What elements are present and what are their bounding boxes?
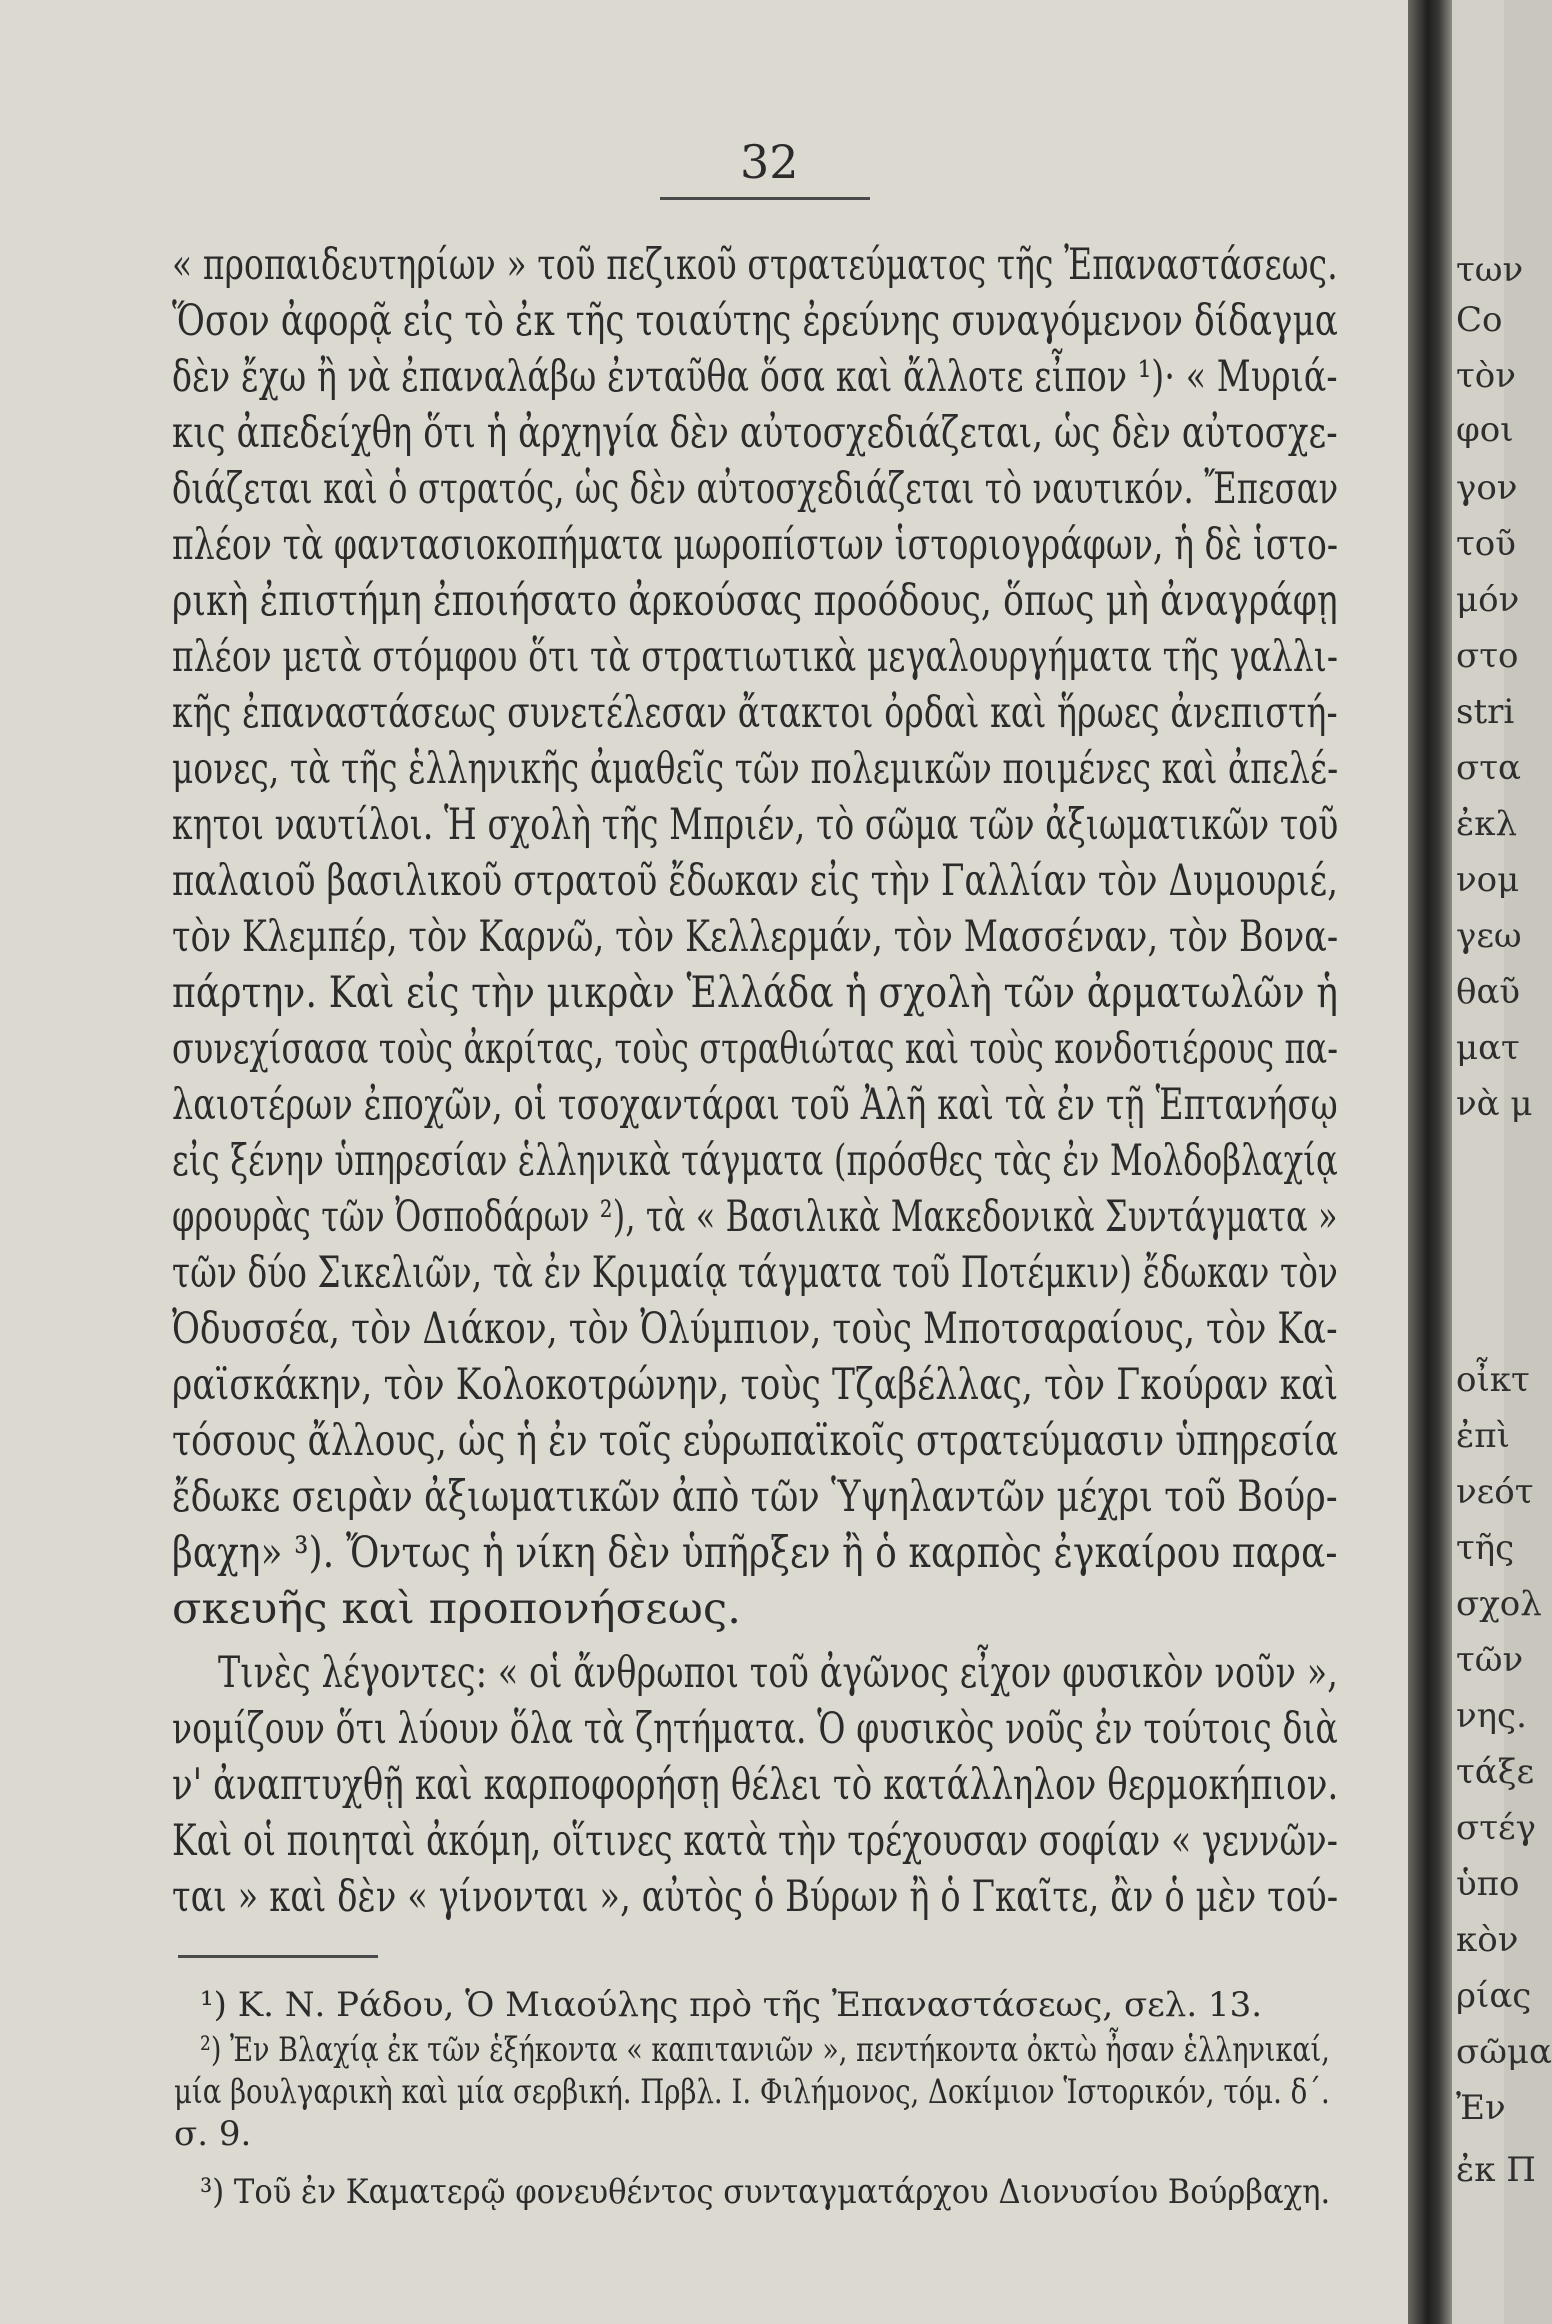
- next-page-fragment: Ἐν: [1456, 2088, 1506, 2128]
- footnote: ¹) Κ. Ν. Ράδου, Ὁ Μιαούλης πρὸ τῆς Ἐπαναστάσεως, σελ. 13.: [200, 1985, 1263, 2025]
- next-page-fragment: ἐκλ: [1456, 804, 1518, 844]
- next-page-fragment: σχολ: [1456, 1584, 1542, 1624]
- next-page-fragment: κὸν: [1456, 1920, 1519, 1960]
- text-line: Ὅσον ἀφορᾷ εἰς τὸ ἐκ τῆς τοιαύτης ἐρεύνης συναγόμενον δίδαγμα: [172, 296, 1339, 346]
- text-line: πλέον μετὰ στόμφου ὅτι τὰ στρατιωτικὰ μεγαλουργήματα τῆς γαλλι-: [172, 632, 1339, 682]
- next-page-edge: [1452, 0, 1552, 2324]
- next-page-fragment: νομ: [1456, 860, 1520, 900]
- text-line: κῆς ἐπαναστάσεως συνετέλεσαν ἄτακτοι ὀρδαὶ καὶ ἥρωες ἀνεπιστή-: [172, 688, 1338, 738]
- text-line: τῶν δύο Σικελιῶν, τὰ ἐν Κριμαίᾳ τάγματα τοῦ Ποτέμκιν) ἔδωκαν τὸν: [172, 1248, 1339, 1298]
- page-number: 32: [740, 135, 799, 189]
- text-line: τόσους ἄλλους, ὡς ἡ ἐν τοῖς εὐρωπαϊκοῖς στρατεύμασιν ὑπηρεσία: [172, 1416, 1339, 1466]
- next-page-fragment: ἐκ Π: [1456, 2150, 1536, 2190]
- text-line: πλέον τὰ φαντασιοκοπήματα μωροπίστων ἱστοριογράφων, ἡ δὲ ἱστο-: [172, 520, 1339, 570]
- next-page-fragment: νὰ μ: [1456, 1084, 1533, 1124]
- next-page-fragment: νεότ: [1456, 1472, 1534, 1512]
- next-page-fragment: τοῦ: [1456, 524, 1516, 564]
- text-line: ν' ἀναπτυχθῇ καὶ καρποφορήσῃ θέλει τὸ κατάλληλον θερμοκήπιον.: [172, 1760, 1339, 1810]
- book-gutter: [1408, 0, 1452, 2324]
- next-page-fragment: τῶν: [1456, 1640, 1524, 1680]
- text-line: ραϊσκάκην, τὸν Κολοκοτρώνην, τοὺς Τζαβέλλας, τὸν Γκούραν καὶ: [172, 1360, 1339, 1410]
- text-line: ται » καὶ δὲν « γίνονται », αὐτὸς ὁ Βύρων ἢ ὁ Γκαῖτε, ἂν ὁ μὲν τού-: [172, 1872, 1339, 1922]
- next-page-fragment: οἶκτ: [1456, 1360, 1530, 1400]
- footnote: μία βουλγαρικὴ καὶ μία σερβική. Πρβλ. Ι. Φιλήμονος, Δοκίμιον Ἱστορικόν, τόμ. δ΄.: [174, 2072, 1330, 2112]
- next-page-fragment: στέγ: [1456, 1808, 1536, 1848]
- text-line: κις ἀπεδείχθη ὅτι ἡ ἀρχηγία δὲν αὐτοσχεδιάζεται, ὡς δὲν αὐτοσχε-: [172, 408, 1338, 458]
- next-page-fragment: γον: [1456, 468, 1518, 508]
- text-line: συνεχίσασα τοὺς ἀκρίτας, τοὺς στραθιώτας καὶ τοὺς κονδοτιέρους πα-: [172, 1024, 1339, 1074]
- next-page-fragment: stri: [1456, 692, 1515, 732]
- next-page-fragment: σῶμα: [1456, 2032, 1552, 2072]
- text-line: Καὶ οἱ ποιηταὶ ἀκόμη, οἵτινες κατὰ τὴν τρέχουσαν σοφίαν « γεννῶν-: [172, 1816, 1339, 1866]
- next-page-fragment: θαῦ: [1456, 972, 1521, 1012]
- next-page-fragment: τῆς: [1456, 1528, 1515, 1568]
- next-page-fragment: νης.: [1456, 1696, 1527, 1736]
- text-line: εἰς ξένην ὑπηρεσίαν ἑλληνικὰ τάγματα (πρόσθες τὰς ἐν Μολδοβλαχίᾳ: [172, 1136, 1338, 1186]
- text-line: ἔδωκε σειρὰν ἀξιωματικῶν ἀπὸ τῶν Ὑψηλαντῶν μέχρι τοῦ Βούρ-: [172, 1472, 1338, 1522]
- next-page-fragment: ὑπο: [1456, 1864, 1520, 1904]
- next-page-fragment: φοι: [1456, 410, 1514, 450]
- footnote-rule: [178, 1955, 378, 1958]
- text-line: πάρτην. Καὶ εἰς τὴν μικρὰν Ἑλλάδα ἡ σχολὴ τῶν ἀρματωλῶν ἡ: [172, 968, 1339, 1018]
- text-line: σκευῆς καὶ προπονήσεως.: [172, 1584, 742, 1634]
- text-line: μονες, τὰ τῆς ἑλληνικῆς ἀμαθεῖς τῶν πολεμικῶν ποιμένες καὶ ἀπελέ-: [172, 744, 1339, 794]
- text-line: κητοι ναυτίλοι. Ἡ σχολὴ τῆς Μπριέν, τὸ σῶμα τῶν ἀξιωματικῶν τοῦ: [172, 800, 1339, 850]
- next-page-fragment: των: [1456, 250, 1524, 290]
- text-line: βαχη» ³). Ὄντως ἡ νίκη δὲν ὑπῆρξεν ἢ ὁ καρπὸς ἐγκαίρου παρα-: [172, 1528, 1338, 1578]
- text-line: δὲν ἔχω ἢ νὰ ἐπαναλάβω ἐνταῦθα ὅσα καὶ ἄλλοτε εἶπον ¹)· « Μυριά-: [172, 352, 1338, 402]
- footnote: σ. 9.: [174, 2114, 252, 2154]
- next-page-fragment: τάξε: [1456, 1752, 1535, 1792]
- footnote: ³) Τοῦ ἐν Καματερῷ φονευθέντος συνταγματάρχου Διονυσίου Βούρβαχη.: [200, 2172, 1331, 2212]
- next-page-fragment: μόν: [1456, 580, 1520, 620]
- next-page-fragment: γεω: [1456, 916, 1522, 956]
- text-line: τὸν Κλεμπέρ, τὸν Καρνῶ, τὸν Κελλερμάν, τὸν Μασσέναν, τὸν Βονα-: [172, 912, 1339, 962]
- next-page-fragment: τὸν: [1456, 356, 1516, 396]
- footnote: ²) Ἐν Βλαχίᾳ ἐκ τῶν ἑξήκοντα « καπιτανιῶν », πεντήκοντα ὀκτὼ ἦσαν ἑλληνικαί,: [200, 2030, 1330, 2070]
- text-line: ρικὴ ἐπιστήμη ἐποιήσατο ἀρκούσας προόδους, ὅπως μὴ ἀναγράφῃ: [172, 576, 1338, 626]
- text-line: φρουρὰς τῶν Ὀσποδάρων ²), τὰ « Βασιλικὰ Μακεδονικὰ Συντάγματα »: [172, 1192, 1338, 1242]
- next-page-fragment: Co: [1456, 300, 1503, 340]
- next-page-fragment: ρίας: [1456, 1976, 1532, 2016]
- next-page-fragment: στο: [1456, 636, 1519, 676]
- next-page-fragment: ἐπὶ: [1456, 1416, 1510, 1456]
- text-line: νομίζουν ὅτι λύουν ὅλα τὰ ζητήματα. Ὁ φυσικὸς νοῦς ἐν τούτοις διὰ: [172, 1704, 1338, 1754]
- text-line: παλαιοῦ βασιλικοῦ στρατοῦ ἔδωκαν εἰς τὴν Γαλλίαν τὸν Δυμουριέ,: [172, 856, 1339, 906]
- text-line: λαιοτέρων ἐποχῶν, οἱ τσοχαντάραι τοῦ Ἀλῆ καὶ τὰ ἐν τῇ Ἑπτανήσῳ: [172, 1080, 1338, 1130]
- next-page-fragment: ματ: [1456, 1028, 1520, 1068]
- text-line: Ὀδυσσέα, τὸν Διάκον, τὸν Ὀλύμπιον, τοὺς Μποτσαραίους, τὸν Κα-: [172, 1304, 1338, 1354]
- next-page-fragment: στα: [1456, 748, 1521, 788]
- text-line: « προπαιδευτηρίων » τοῦ πεζικοῦ στρατεύματος τῆς Ἐπαναστάσεως.: [172, 240, 1338, 290]
- header-rule: [660, 197, 870, 200]
- text-line: Τινὲς λέγοντες: « οἱ ἄνθρωποι τοῦ ἀγῶνος εἶχον φυσικὸν νοῦν »,: [218, 1648, 1338, 1698]
- text-line: διάζεται καὶ ὁ στρατός, ὡς δὲν αὐτοσχεδιάζεται τὸ ναυτικόν. Ἔπεσαν: [172, 464, 1339, 514]
